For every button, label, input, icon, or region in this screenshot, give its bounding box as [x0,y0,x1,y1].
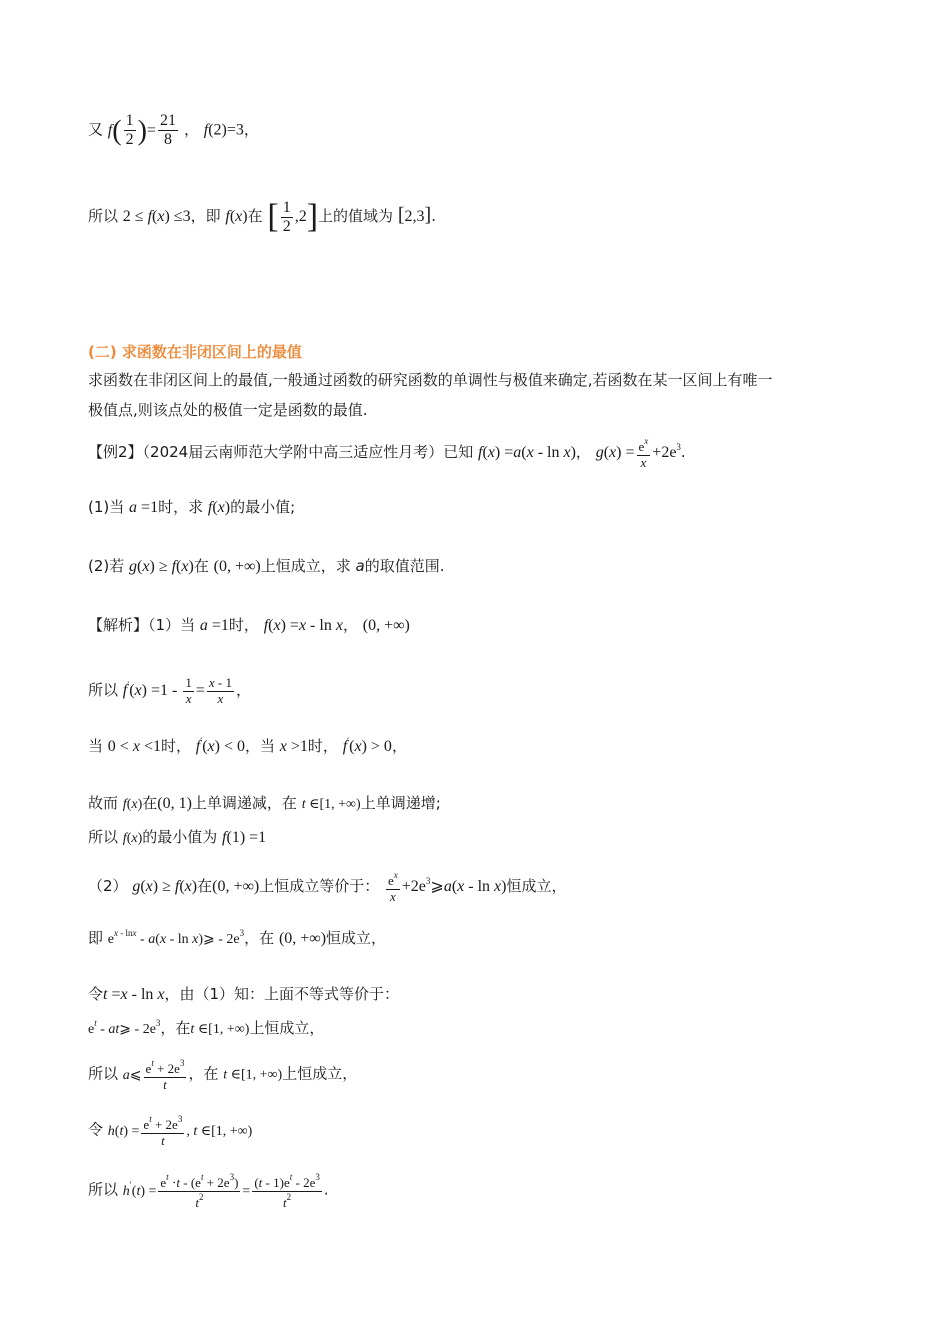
text-hengchengli: 上恒成立， [282,1064,358,1083]
var-a: a [355,557,365,575]
math-f-half: f( $\frac{1}{2}$ )= $\frac{21}{8}$ [107,112,176,149]
text-ji: ，即 [190,207,221,226]
solution-substitution [88,985,399,1004]
math-exp-ineq: $e^{x - lnx} - a(x$ - ln x)⩾ - $2e^3$ [107,928,245,947]
text-dang: 当 [109,498,125,516]
text-shi: 时， [228,616,259,634]
text-hengchengli: 上恒成立， [249,1019,325,1037]
text-sep: ， [575,443,591,462]
math-x-gt-1: x >1 [279,738,308,755]
math-fx: f(x) [225,208,248,226]
text-hengchengli: 上恒成立，求 [260,557,351,575]
text-suoyi: 所以 [88,1180,119,1199]
math-interval-2-3: [2,3] [397,204,432,227]
solution-minimum [88,828,266,848]
math-a-eq-1: a =1 [129,499,159,516]
example-label: 【例2】 [88,443,143,462]
text-sep: ， [391,737,407,755]
part-1: （1） [148,616,181,634]
text-range: 的取值范围. [364,557,445,575]
solution-derivative [88,676,251,707]
q1-num: (1) [88,498,110,516]
math-interval-half-2: [ $\frac{1}{2}$ ,2] [267,198,319,235]
math-f1: f(1) =1 [222,829,267,846]
text-dang: 当 [88,737,104,755]
text-sep: ， [236,681,252,700]
section-heading: (二) 求函数在非闭区间上的最值 [88,343,302,361]
text-shi: 时， [160,737,191,755]
solution-t-ineq [88,1018,324,1039]
text-zhiyu: 上的值域为 [318,207,394,226]
paragraph-line-1: 求函数在非闭区间上的最值,一般通过函数的研究函数的单调性与极值来确定,若函数在某一区间上有唯一 [88,371,773,389]
solution-1 [88,616,410,635]
math-fx-x-lnx: f(x) =x - ln x [263,617,343,634]
text-end: ， [243,120,259,139]
math-ineq-equiv: $\frac{e^x}{x}$ $+2e^3⩾a(x - \ln x)$ [388,870,507,904]
text-zai: 在 [197,877,213,896]
math-inequality: 2 ≤ f(x) ≤3 [122,208,191,226]
math-gx-def: g(x) = $\frac{e^x}{x}$ $+2e^3$ [595,436,681,470]
text-min-value: 的最小值为 [142,828,218,846]
text-hengchengli: 恒成立， [326,929,387,947]
paragraph-line-2: 极值点,则该点处的极值一定是函数的最值. [88,401,368,419]
math-fx-def: f(x) =a(x - ln x) [478,444,576,462]
math-et-ineq: $e^t$ - at⩾ - $2e^3$ [88,1018,161,1037]
solution-monotonic [88,794,441,814]
math-t-interval: t ∈[1, +∞) [190,1022,250,1037]
math-fprime-neg: f′(x) < 0 [195,736,245,755]
text-zai: ，在 [160,1019,191,1037]
text-zai: ，在 [188,1064,219,1083]
text-suoyi: 所以 [88,1064,119,1083]
line-f-values [88,112,259,150]
math-interval-0-1: (0, 1) [157,795,192,812]
math-t-interval: t ∈[1, +∞) [223,1067,283,1083]
example-line [88,436,686,471]
text-suoyi: 所以 [88,681,119,700]
text-zai: 在 [193,557,209,575]
text-dang: ，当 [244,737,275,755]
math-t-def: t =x - ln x [103,986,165,1003]
math-f-2: f(2)=3 [203,121,244,139]
solution-rewrite [88,928,386,949]
text-dang: 当 [180,616,196,634]
math-h-prime: h′(t) = $\frac{e^t \cdot t - (e^t + 2e^3)}{t^2}$ = $\frac{(t - 1)e^t - 2e^3}{t^2}$ [122,1172,320,1210]
math-0-x-1: 0 < x <1 [107,738,161,755]
math-g-ge-f: g(x) ≥ f(x) [129,558,194,575]
math-interval-0-inf: (0, +∞) [213,558,261,575]
text-ji: 即 [88,929,104,947]
math-interval-0-inf: (0, +∞) [362,617,410,634]
text-min: 的最小值; [230,498,296,516]
text-you: 又 [88,120,104,139]
q2-num: (2) [88,557,110,575]
text-equivalent: 上恒成立等价于： [259,877,380,896]
math-a-le: a⩽ $\frac{e^t + 2e^3}{t}$ [122,1058,185,1092]
math-h-def: h(t) = $\frac{e^t + 2e^3}{t}$ , t ∈[1, +∞) [107,1114,253,1148]
text-suoyi: 所以 [88,207,119,226]
text-zai: ，在 [244,929,275,947]
solution-label: 【解析】 [88,616,149,634]
text-increasing: 上单调递增; [360,794,441,812]
math-interval-0-inf: (0, +∞) [278,930,327,947]
question-2 [88,557,444,576]
text-period: . [680,443,686,462]
text-zai: 在 [247,207,263,226]
text-ling: 令 [88,985,104,1003]
text-decreasing: 上单调递减，在 [191,794,297,812]
question-1 [88,498,295,517]
math-fx: f(x) [122,831,143,846]
solution-sign [88,736,407,756]
text-guer: 故而 [88,794,119,812]
text-zai: 在 [142,794,158,812]
text-ling: 令 [88,1120,104,1139]
math-fx: f(x) [122,797,143,812]
text-hengchengli: 恒成立， [506,877,567,896]
math-t-interval: t ∈[1, +∞) [301,797,361,812]
part-2: （2） [88,877,128,896]
solution-part-2 [88,870,566,905]
text-equivalent: ，由（1）知：上面不等式等价于： [164,985,400,1003]
text-shi: 时， [307,737,338,755]
text-period: . [431,207,436,226]
math-fprime: f′(x) =1 - $\frac{1}{x}$ = $\frac{x - 1}{x}$ [122,675,232,706]
solution-h-derivative [88,1172,329,1211]
math-fx: f(x) [207,499,231,516]
math-interval-0-inf: (0, +∞) [212,878,260,896]
text-period: . [323,1180,329,1199]
math-fprime-pos: f′(x) > 0 [342,736,392,755]
math-g-ge-f: g(x) ≥ f(x) [132,878,198,896]
line-range [88,197,436,238]
text-sep: ， [342,616,358,634]
example-source: （2024届云南师范大学附中高三适应性月考）已知 [142,443,474,462]
text-ruo: 若 [109,557,125,575]
text-shi: 时，求 [158,498,204,516]
solution-h-def [88,1114,252,1149]
text-sep: ， [183,120,199,139]
text-suoyi: 所以 [88,828,119,846]
math-a-eq-1: a =1 [199,617,229,634]
solution-a-bound [88,1058,357,1093]
